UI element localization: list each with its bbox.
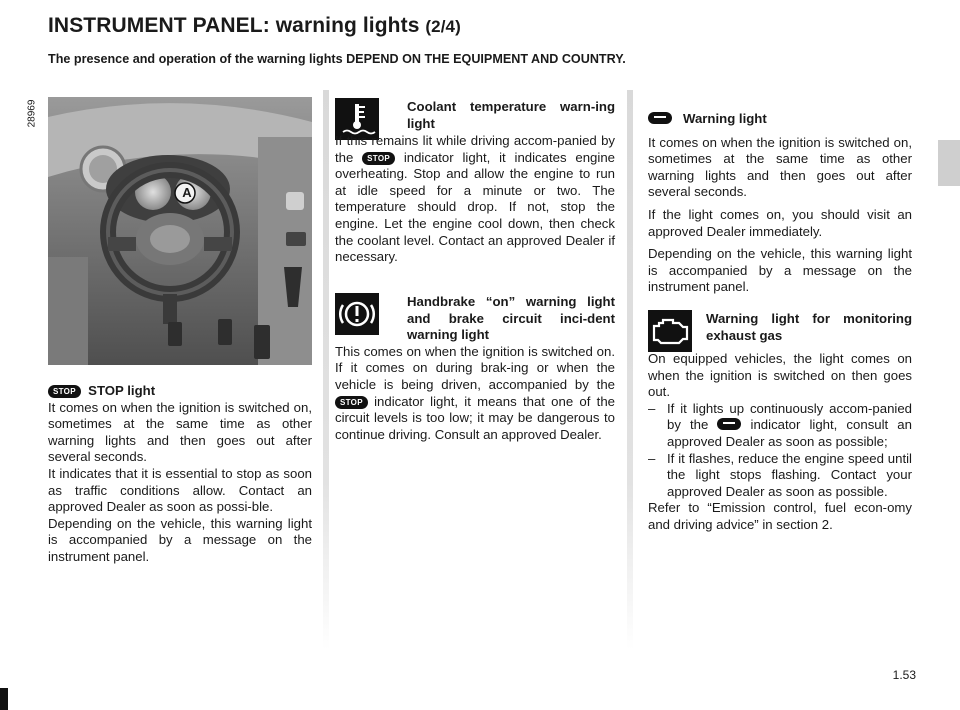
stop-light-text-2: It indicates that it is essential to stop as soon as traffic conditions allow. Contact an approved Dealer as soon as possi-ble. [48, 465, 312, 515]
section-tab [938, 140, 960, 186]
service-text-2: If the light comes on, you should visit an approved Dealer immediately. [648, 206, 912, 239]
bullet1-b: indicator light, consult an approved Dealer as soon as possible; [667, 417, 912, 449]
corner-mark [0, 688, 8, 710]
stop-icon: STOP [48, 385, 81, 398]
list-item: – If it flashes, reduce the engine speed until the light stops flashing. Contact your approved Dealer as soon as possible. [648, 451, 912, 501]
coolant-heading: Coolant temperature warn-ing light [407, 99, 615, 131]
stop-light-heading: STOP light [88, 383, 156, 398]
figure-ref [28, 100, 44, 130]
coolant-text-b: indicator light, it indicates engine overheating. Stop and allow the engine to run at idle speed for a minute or two. The temperature should drop. If not, stop the engine. Let the engine cool down, then check the coolant level. Contact an approved Dealer if necessary. [335, 149, 615, 265]
service-text-1: It comes on when the ignition is switched on, sometimes at the same time as other warning lights and then goes out after several seconds. [648, 134, 912, 200]
refer-text: Refer to “Emission control, fuel econ-omy and driving advice” in section 2. [648, 500, 912, 532]
title-text: INSTRUMENT PANEL: warning lights [48, 14, 420, 37]
dashboard-photo [48, 97, 312, 365]
handbrake-text-b: indicator light, it means that one of the circuit levels is too low; it may be dangerous to continue driving. Consult an approved Dealer. [335, 393, 615, 442]
title-part: (2/4) [425, 17, 461, 36]
coolant-text-a: If this remains lit while driving accom-panied by the [335, 133, 615, 165]
stop-light-text-3: Depending on the vehicle, this warning light is accompanied by a message on the instrument panel. [48, 515, 312, 564]
stop-icon: STOP [335, 396, 368, 409]
page-number: 1.53 [892, 668, 916, 682]
figure-ref-number: 28969 [26, 99, 38, 128]
exhaust-heading: Warning light for monitoring exhaust gas [706, 311, 912, 343]
handbrake-text-a: This comes on when the ignition is switched on. If it comes on during brak-ing or when the vehicle is being driven, accompanied by the [335, 343, 615, 392]
list-item [648, 401, 912, 451]
engine-icon [648, 310, 692, 352]
page-title [48, 14, 461, 38]
stop-light-text-1: It comes on when the ignition is switched on, sometimes at the same time as other warning lights and then goes out after several seconds. [48, 399, 312, 465]
service-text-3: Depending on the vehicle, this warning light is accompanied by a message on the instrument panel. [648, 246, 912, 295]
column-1 [48, 383, 312, 566]
exhaust-list [648, 401, 912, 501]
handbrake-block [335, 294, 615, 443]
exhaust-text [648, 351, 912, 534]
column-divider-1 [323, 90, 329, 650]
dashboard-illustration [48, 97, 312, 365]
coolant-text [335, 133, 615, 266]
exhaust-text-1: On equipped vehicles, the light comes on when the ignition is switched on then goes out. [648, 351, 912, 400]
page-subtitle: The presence and operation of the warning lights DEPEND ON THE EQUIPMENT AND COUNTRY. [48, 52, 626, 66]
column-3 [648, 111, 912, 296]
callout-label: A [182, 185, 192, 200]
service-heading: Warning light [683, 111, 767, 126]
service-key-icon [717, 418, 741, 430]
column-divider-2 [627, 90, 633, 650]
stop-icon: STOP [362, 152, 395, 165]
handbrake-heading: Handbrake “on” warning light and brake circuit inci-dent warning light [407, 294, 615, 343]
service-key-icon [648, 112, 672, 124]
bullet1-a: If it lights up continuously accom-panied by the [667, 400, 912, 433]
